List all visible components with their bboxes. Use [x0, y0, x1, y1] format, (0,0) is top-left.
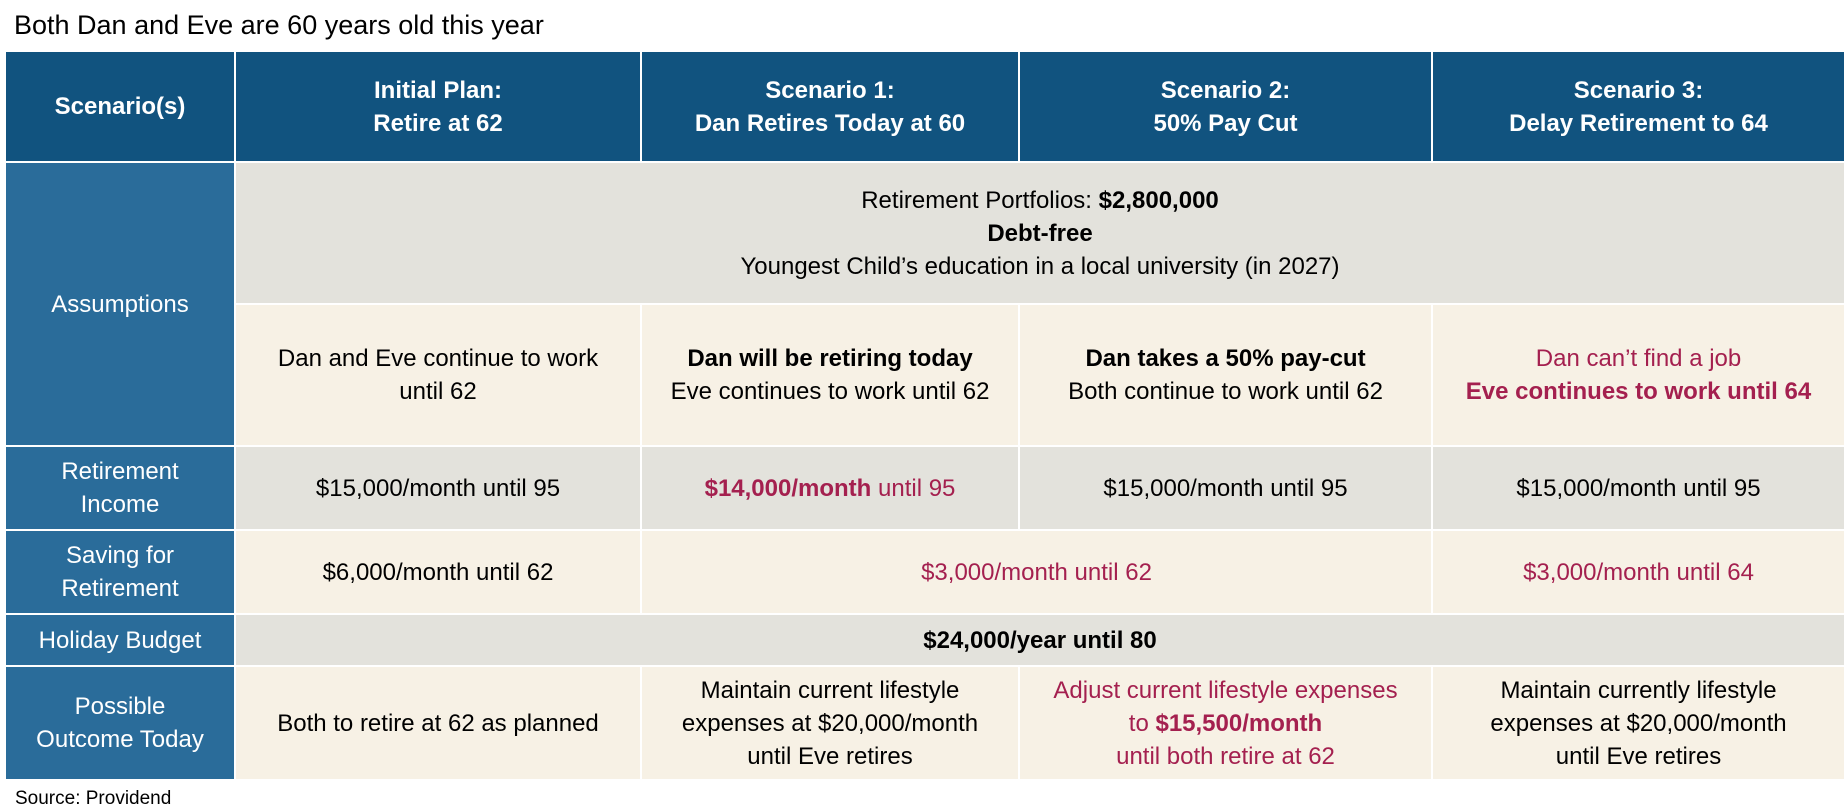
income-s3: $15,000/month until 95: [1432, 446, 1845, 530]
row-label-retirement-income: [5, 446, 235, 530]
income-s1: [641, 446, 1019, 530]
row-label-holiday: Holiday Budget: [5, 614, 235, 666]
outcome-s3-line2: expenses at $20,000/month: [1490, 709, 1787, 737]
header-scenario-2: [1019, 51, 1432, 162]
header-row: [5, 51, 1845, 162]
header-initial-line2: Retire at 62: [373, 109, 503, 137]
assumption-initial: [235, 304, 641, 446]
outcome-s2-amount: $15,500/month: [1155, 709, 1323, 737]
assumptions-shared-row: [5, 162, 1845, 304]
income-s2: $15,000/month until 95: [1019, 446, 1432, 530]
portfolio-value: $2,800,000: [1098, 186, 1219, 214]
row-label-saving: [5, 530, 235, 614]
header-s3-line1: Scenario 3:: [1573, 76, 1704, 104]
portfolio-line: [242, 184, 1838, 217]
assumption-initial-line2: until 62: [399, 378, 477, 405]
page-title: Both Dan and Eve are 60 years old this year: [14, 10, 544, 40]
assumption-s1-line1: Dan will be retiring today: [687, 345, 973, 372]
debt-free-text: Debt-free: [987, 219, 1093, 247]
outcome-s2-prefix: to: [1128, 709, 1156, 737]
retirement-income-row: [5, 446, 1845, 530]
saving-initial: $6,000/month until 62: [235, 530, 641, 614]
outcome-s2-line1: Adjust current lifestyle expenses: [1053, 676, 1398, 704]
assumption-s2-line2: Both continue to work until 62: [1068, 378, 1383, 405]
assumption-s3-line2: Eve continues to work until 64: [1465, 378, 1812, 405]
assumption-initial-line1: Dan and Eve continue to work: [277, 345, 599, 372]
header-scenario-1: [641, 51, 1019, 162]
outcome-s1: [641, 666, 1019, 780]
assumption-s2-line1: Dan takes a 50% pay-cut: [1085, 345, 1366, 372]
saving-s3: $3,000/month until 64: [1432, 530, 1845, 614]
outcome-s3: [1432, 666, 1845, 780]
outcome-s2-line3: until both retire at 62: [1116, 742, 1335, 770]
shared-assumptions-cell: [235, 162, 1845, 304]
retirement-income-label-line2: Income: [80, 491, 160, 518]
header-initial-plan: [235, 51, 641, 162]
assumption-s3: [1432, 304, 1845, 446]
outcome-s3-line1: Maintain currently lifestyle: [1500, 676, 1777, 704]
header-s1-line2: Dan Retires Today at 60: [694, 109, 966, 137]
source-note: Source: Providend: [15, 788, 172, 809]
assumption-s1: [641, 304, 1019, 446]
outcome-s1-line2: expenses at $20,000/month: [681, 709, 979, 737]
retirement-income-label-line1: Retirement: [61, 458, 179, 485]
row-label-assumptions: Assumptions: [5, 162, 235, 446]
outcome-s3-line3: until Eve retires: [1555, 742, 1722, 770]
assumption-s3-line1: Dan can’t find a job: [1535, 345, 1742, 372]
outcome-s2-line2: [1026, 707, 1425, 740]
holiday-budget-value: $24,000/year until 80: [235, 614, 1845, 666]
portfolio-label: Retirement Portfolios:: [861, 186, 1099, 214]
holiday-row: [5, 614, 1845, 666]
education-text: Youngest Child’s education in a local university (in 2027): [740, 252, 1340, 280]
outcome-label-line1: Possible: [74, 693, 166, 720]
assumption-s1-line2: Eve continues to work until 62: [670, 378, 990, 405]
saving-label-line2: Retirement: [61, 575, 179, 602]
header-s3-line2: Delay Retirement to 64: [1509, 109, 1768, 137]
saving-label-line1: Saving for: [65, 542, 175, 569]
assumptions-detail-row: [5, 304, 1845, 446]
saving-row: [5, 530, 1845, 614]
assumption-s2: [1019, 304, 1432, 446]
header-s1-line1: Scenario 1:: [765, 76, 895, 104]
outcome-initial: Both to retire at 62 as planned: [235, 666, 641, 780]
outcome-s1-line1: Maintain current lifestyle: [700, 676, 960, 704]
outcome-s1-line3: until Eve retires: [747, 742, 913, 770]
income-s1-duration: until 95: [871, 474, 956, 502]
scenario-corner-header: Scenario(s): [5, 51, 235, 162]
income-initial: $15,000/month until 95: [235, 446, 641, 530]
header-s2-line1: Scenario 2:: [1160, 76, 1291, 104]
header-s2-line2: 50% Pay Cut: [1153, 109, 1298, 137]
income-s1-amount: $14,000/month: [704, 474, 872, 502]
outcome-row: [5, 666, 1845, 780]
outcome-s2: [1019, 666, 1432, 780]
header-scenario-3: [1432, 51, 1845, 162]
outcome-label-line2: Outcome Today: [36, 726, 204, 753]
scenario-table: [4, 50, 1846, 781]
row-label-outcome: [5, 666, 235, 780]
saving-s1-s2: $3,000/month until 62: [641, 530, 1432, 614]
header-initial-line1: Initial Plan:: [373, 76, 502, 104]
